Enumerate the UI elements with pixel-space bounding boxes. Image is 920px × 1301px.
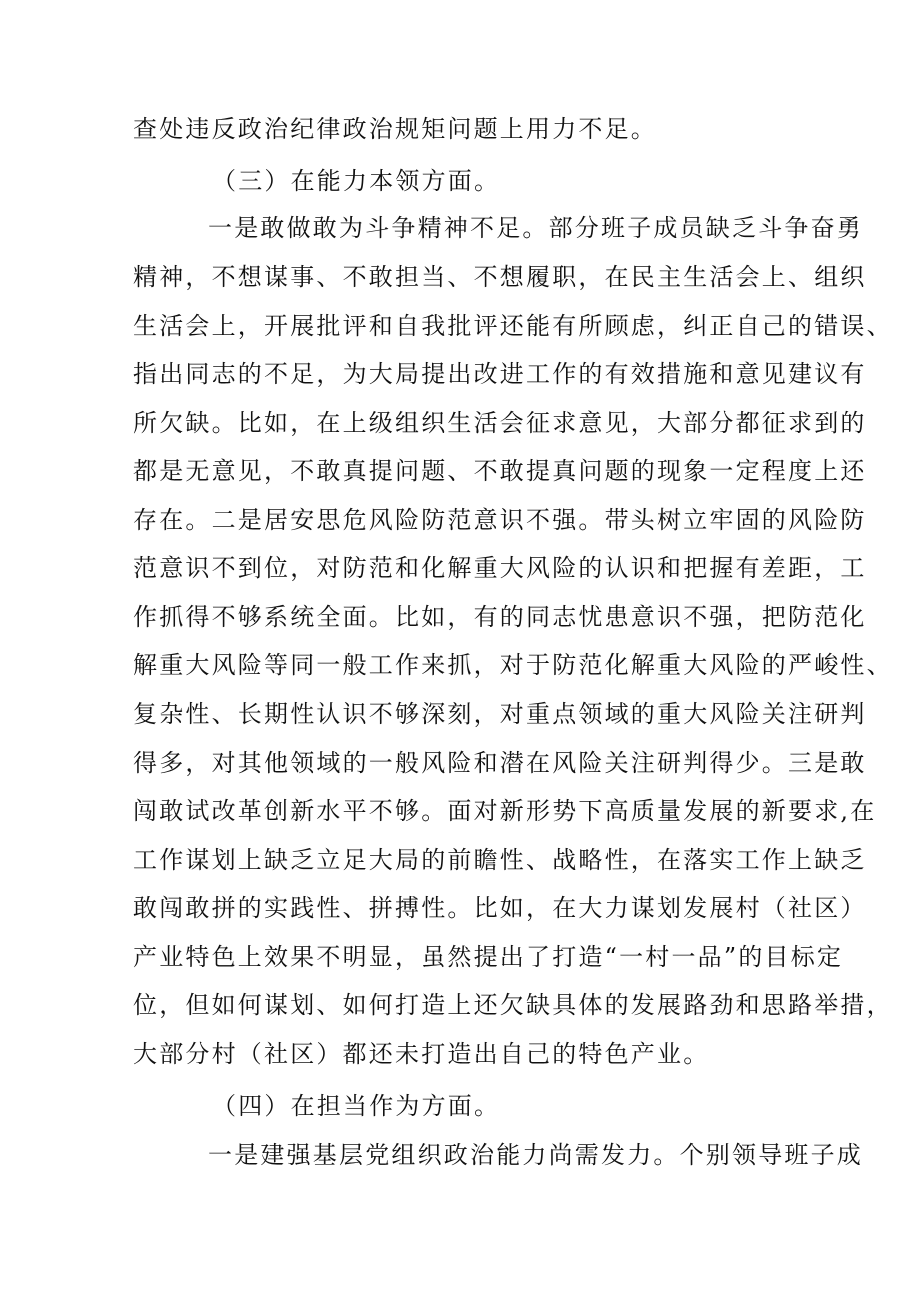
paragraph-line: 作抓得不够系统全面。比如，有的同志忧患意识不强，把防范化 bbox=[133, 603, 867, 631]
paragraph-line: 得多，对其他领域的一般风险和潜在风险关注研判得少。三是敢 bbox=[133, 749, 867, 777]
paragraph-continuation-line: 查处违反政治纪律政治规矩问题上用力不足。 bbox=[133, 115, 657, 143]
paragraph-line: 范意识不到位，对防范和化解重大风险的认识和把握有差距，工 bbox=[133, 554, 867, 582]
paragraph-first-line: 一是建强基层党组织政治能力尚需发力。个别领导班子成 bbox=[208, 1141, 863, 1169]
paragraph-first-line: 一是敢做敢为斗争精神不足。部分班子成员缺乏斗争奋勇 bbox=[208, 214, 863, 242]
section-heading-four: （四）在担当作为方面。 bbox=[212, 1092, 501, 1120]
section-heading-three: （三）在能力本领方面。 bbox=[212, 167, 501, 195]
paragraph-line: 存在。二是居安思危风险防范意识不强。带头树立牢固的风险防 bbox=[133, 506, 867, 534]
paragraph-line: 指出同志的不足，为大局提出改进工作的有效措施和意见建议有 bbox=[133, 360, 867, 388]
paragraph-line: 复杂性、长期性认识不够深刻，对重点领域的重大风险关注研判 bbox=[133, 700, 867, 728]
paragraph-line: 都是无意见，不敢真提问题、不敢提真问题的现象一定程度上还 bbox=[133, 457, 867, 485]
paragraph-line: 产业特色上效果不明显，虽然提出了打造“一村一品”的目标定 bbox=[133, 943, 844, 971]
paragraph-line: 精神，不想谋事、不敢担当、不想履职，在民主生活会上、组织 bbox=[133, 263, 867, 291]
paragraph-line: 闯敢试改革创新水平不够。面对新形势下高质量发展的新要求,在 bbox=[133, 797, 877, 825]
paragraph-line: 解重大风险等同一般工作来抓，对于防范化解重大风险的严峻性、 bbox=[133, 651, 893, 679]
paragraph-line: 所欠缺。比如，在上级组织生活会征求意见，大部分都征求到的 bbox=[133, 409, 867, 437]
paragraph-line: 工作谋划上缺乏立足大局的前瞻性、战略性，在落实工作上缺乏 bbox=[133, 846, 867, 874]
paragraph-line: 位，但如何谋划、如何打造上还欠缺具体的发展路劲和思路举措， bbox=[133, 991, 893, 1019]
paragraph-last-line: 大部分村（社区）都还未打造出自己的特色产业。 bbox=[133, 1040, 710, 1068]
paragraph-line: 生活会上，开展批评和自我批评还能有所顾虑，纠正自己的错误、 bbox=[133, 312, 893, 340]
paragraph-line: 敢闯敢拼的实践性、拼搏性。比如，在大力谋划发展村（社区） bbox=[133, 894, 867, 922]
